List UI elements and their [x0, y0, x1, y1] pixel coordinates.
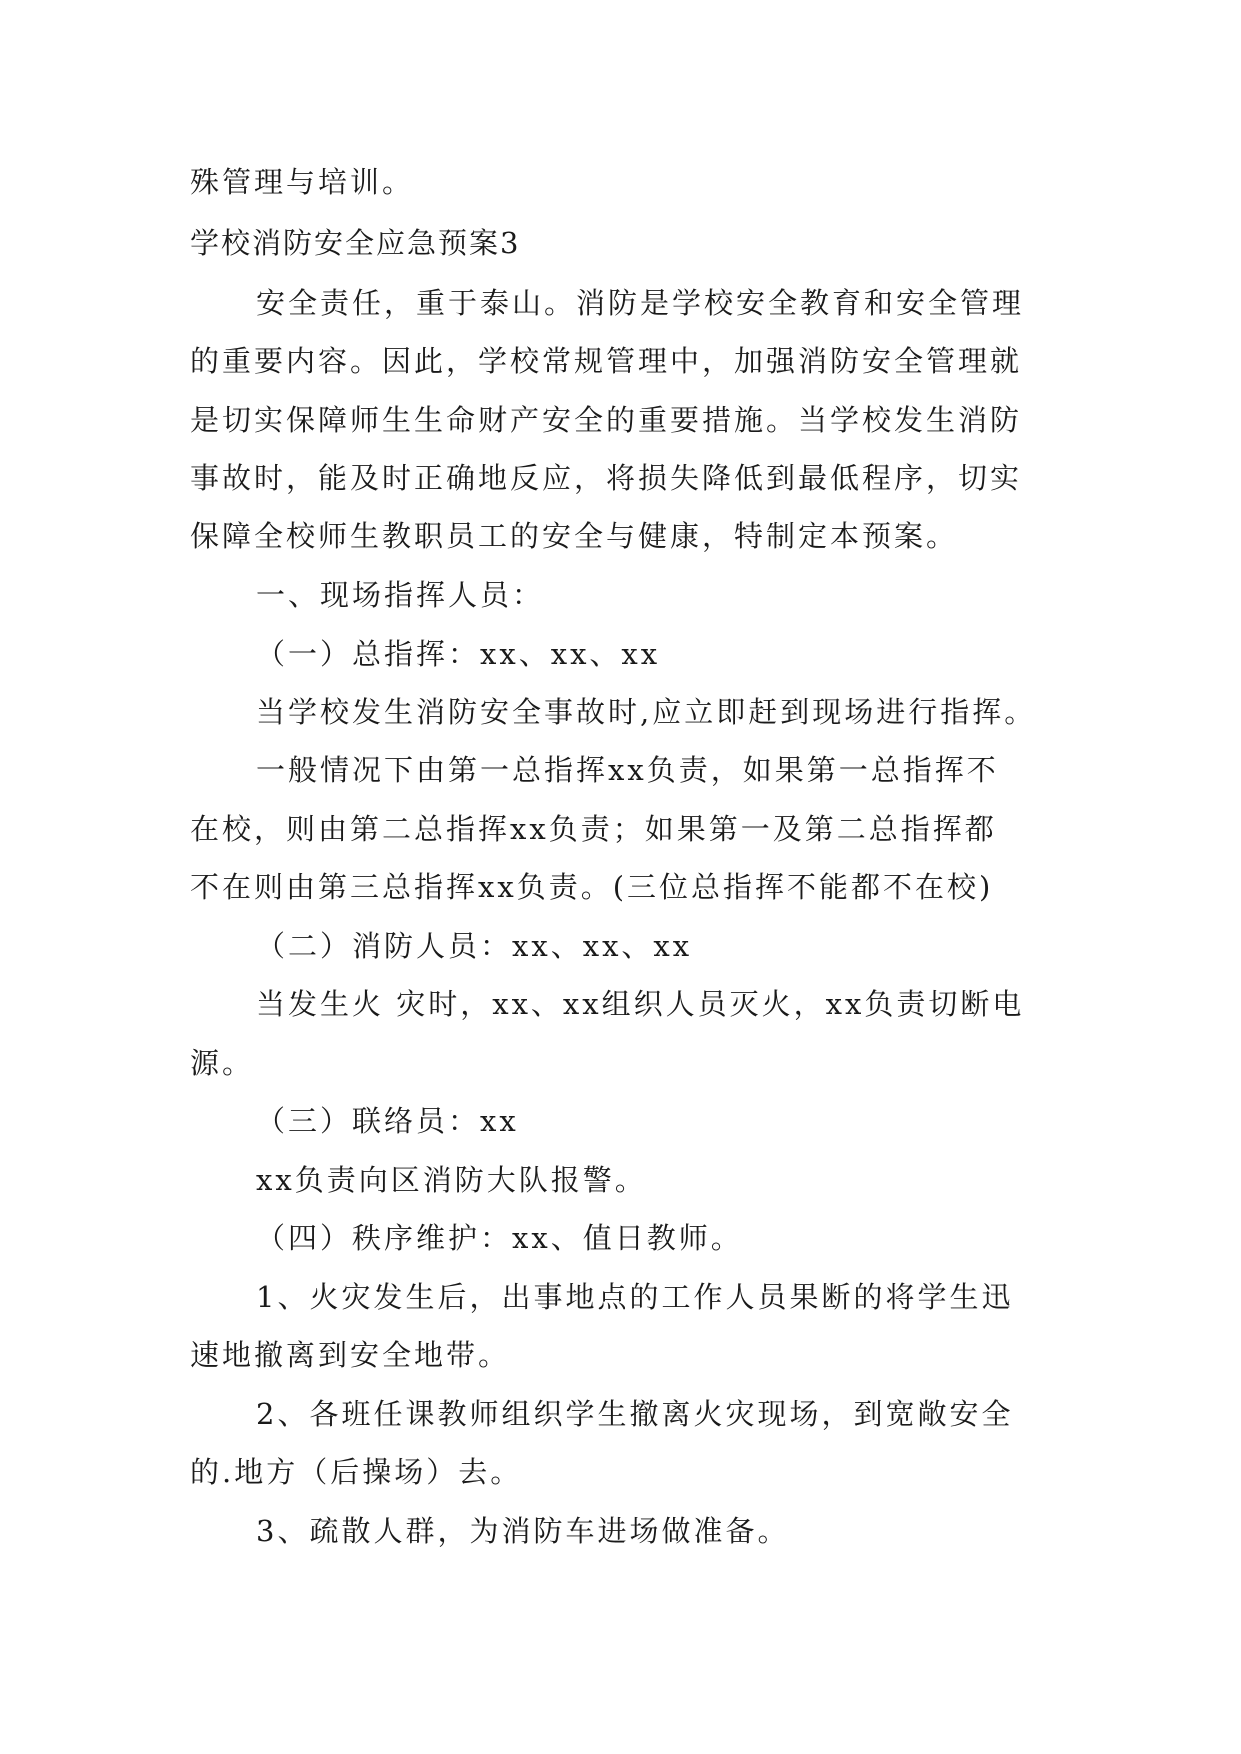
text-line: （四）秩序维护：xx、值日教师。	[256, 1221, 743, 1255]
text-line: 速地撤离到安全地带。	[190, 1338, 511, 1372]
text-line: （二）消防人员：xx、xx、xx	[256, 929, 693, 963]
text-line: 安全责任，重于泰山。消防是学校安全教育和安全管理	[256, 286, 1025, 320]
text-line: （三）联络员：xx	[256, 1104, 519, 1138]
text-line: 3、疏散人群，为消防车进场做准备。	[256, 1514, 790, 1548]
text-line: 保障全校师生教职员工的安全与健康，特制定本预案。	[190, 519, 959, 553]
text-line: 是切实保障师生生命财产安全的重要措施。当学校发生消防	[190, 403, 1023, 437]
text-line: 的.地方（后操场）去。	[190, 1455, 523, 1489]
text-line: 殊管理与培训。	[190, 165, 415, 199]
text-line: 2、各班任课教师组织学生撤离火灾现场，到宽敞安全	[256, 1397, 1014, 1431]
text-line: 当学校发生消防安全事故时,应立即赶到现场进行指挥。	[256, 695, 1037, 729]
text-line: 当发生火 灾时，xx、xx组织人员灭火，xx负责切断电	[256, 987, 1025, 1021]
section-heading: 学校消防安全应急预案3	[190, 226, 521, 260]
text-line: 不在则由第三总指挥xx负责。(三位总指挥不能都不在校)	[190, 870, 994, 904]
text-line: 在校，则由第二总指挥xx负责；如果第一及第二总指挥都	[190, 812, 997, 846]
text-line: 一般情况下由第一总指挥xx负责，如果第一总指挥不	[256, 753, 999, 787]
text-line: 1、火灾发生后，出事地点的工作人员果断的将学生迅	[256, 1280, 1014, 1314]
text-line: 事故时，能及时正确地反应，将损失降低到最低程序，切实	[190, 461, 1023, 495]
text-line: 的重要内容。因此，学校常规管理中，加强消防安全管理就	[190, 344, 1023, 378]
text-line: 源。	[190, 1046, 255, 1080]
text-line: xx负责向区消防大队报警。	[256, 1163, 647, 1197]
text-line: （一）总指挥：xx、xx、xx	[256, 637, 661, 671]
text-line: 一、现场指挥人员：	[256, 578, 545, 612]
